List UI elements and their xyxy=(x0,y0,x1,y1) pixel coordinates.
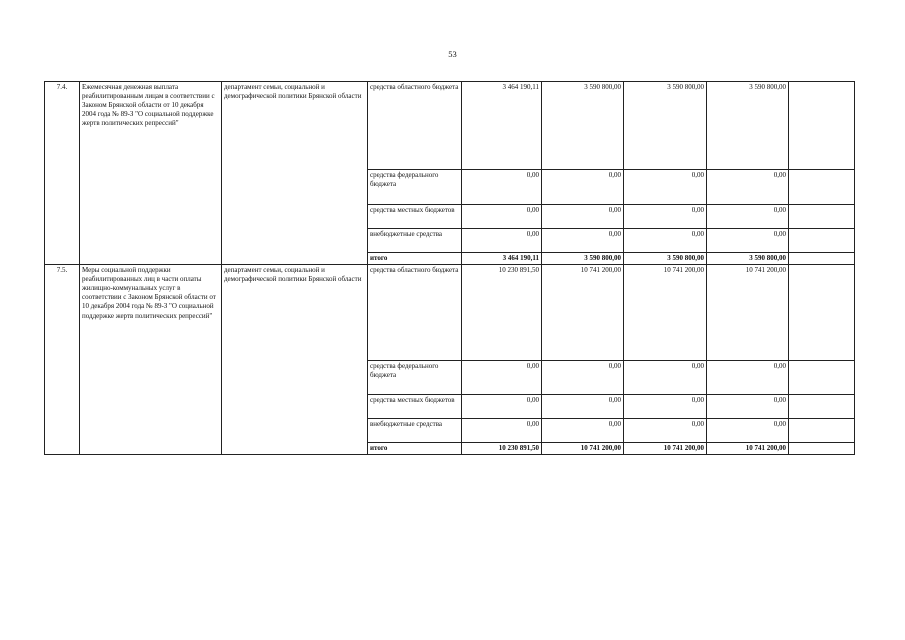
total-label: итого xyxy=(368,253,462,265)
funding-source: средства местных бюджетов xyxy=(368,395,462,419)
table-row xyxy=(45,265,855,361)
value-cell: 0,00 xyxy=(542,419,624,443)
value-cell: 0,00 xyxy=(707,229,789,253)
funding-source: средства областного бюджета xyxy=(368,265,462,361)
value-cell: 0,00 xyxy=(707,361,789,395)
funding-source: средства федерального бюджета xyxy=(368,361,462,395)
total-label: итого xyxy=(368,443,462,455)
value-cell: 3 590 800,00 xyxy=(707,82,789,170)
value-cell: 0,00 xyxy=(462,361,542,395)
total-value: 10 741 200,00 xyxy=(542,443,624,455)
value-cell: 0,00 xyxy=(542,170,624,205)
row-index: 7.5. xyxy=(45,265,80,455)
empty-cell xyxy=(789,395,855,419)
value-cell: 3 590 800,00 xyxy=(624,82,707,170)
total-value: 10 230 891,50 xyxy=(462,443,542,455)
value-cell: 0,00 xyxy=(624,395,707,419)
value-cell: 0,00 xyxy=(462,170,542,205)
value-cell: 0,00 xyxy=(624,419,707,443)
value-cell: 0,00 xyxy=(624,361,707,395)
value-cell: 0,00 xyxy=(542,205,624,229)
empty-cell xyxy=(789,443,855,455)
value-cell: 0,00 xyxy=(624,229,707,253)
value-cell: 0,00 xyxy=(542,229,624,253)
empty-cell xyxy=(789,265,855,361)
empty-cell xyxy=(789,361,855,395)
value-cell: 10 741 200,00 xyxy=(707,265,789,361)
value-cell: 10 741 200,00 xyxy=(542,265,624,361)
total-value: 10 741 200,00 xyxy=(624,443,707,455)
value-cell: 0,00 xyxy=(624,205,707,229)
value-cell: 0,00 xyxy=(624,170,707,205)
value-cell: 0,00 xyxy=(462,419,542,443)
funding-source: средства местных бюджетов xyxy=(368,205,462,229)
total-value: 3 464 190,11 xyxy=(462,253,542,265)
value-cell: 10 230 891,50 xyxy=(462,265,542,361)
total-value: 3 590 800,00 xyxy=(707,253,789,265)
total-value: 3 590 800,00 xyxy=(542,253,624,265)
value-cell: 0,00 xyxy=(462,205,542,229)
value-cell: 0,00 xyxy=(707,170,789,205)
value-cell: 0,00 xyxy=(707,419,789,443)
executor: департамент семьи, социальной и демографической политики Брянской области xyxy=(222,82,368,265)
value-cell: 0,00 xyxy=(707,205,789,229)
measure-name: Ежемесячная денежная выплата реабилитированным лицам в соответствии с Законом Брянской области от 10 декабря 2004 года № 89-З "О социальной поддержке жертв политических репрессий" xyxy=(80,82,222,265)
value-cell: 0,00 xyxy=(707,395,789,419)
empty-cell xyxy=(789,253,855,265)
value-cell: 0,00 xyxy=(462,229,542,253)
table-row xyxy=(45,82,855,170)
empty-cell xyxy=(789,229,855,253)
budget-table xyxy=(44,81,855,455)
measure-name: Меры социальной поддержки реабилитированных лиц в части оплаты жилищно-коммунальных услуг в соответствии с Законом Брянской области от 10 декабря 2004 года № 89-З "О социальной поддержке жертв политических репрессий" xyxy=(80,265,222,455)
total-value: 3 590 800,00 xyxy=(624,253,707,265)
total-value: 10 741 200,00 xyxy=(707,443,789,455)
value-cell: 0,00 xyxy=(542,361,624,395)
empty-cell xyxy=(789,205,855,229)
executor: департамент семьи, социальной и демографической политики Брянской области xyxy=(222,265,368,455)
page-number: 53 xyxy=(448,49,457,59)
row-index: 7.4. xyxy=(45,82,80,265)
value-cell: 3 590 800,00 xyxy=(542,82,624,170)
value-cell: 0,00 xyxy=(462,395,542,419)
funding-source: внебюджетные средства xyxy=(368,229,462,253)
empty-cell xyxy=(789,419,855,443)
value-cell: 0,00 xyxy=(542,395,624,419)
funding-source: внебюджетные средства xyxy=(368,419,462,443)
empty-cell xyxy=(789,82,855,170)
funding-source: средства федерального бюджета xyxy=(368,170,462,205)
value-cell: 3 464 190,11 xyxy=(462,82,542,170)
value-cell: 10 741 200,00 xyxy=(624,265,707,361)
empty-cell xyxy=(789,170,855,205)
funding-source: средства областного бюджета xyxy=(368,82,462,170)
